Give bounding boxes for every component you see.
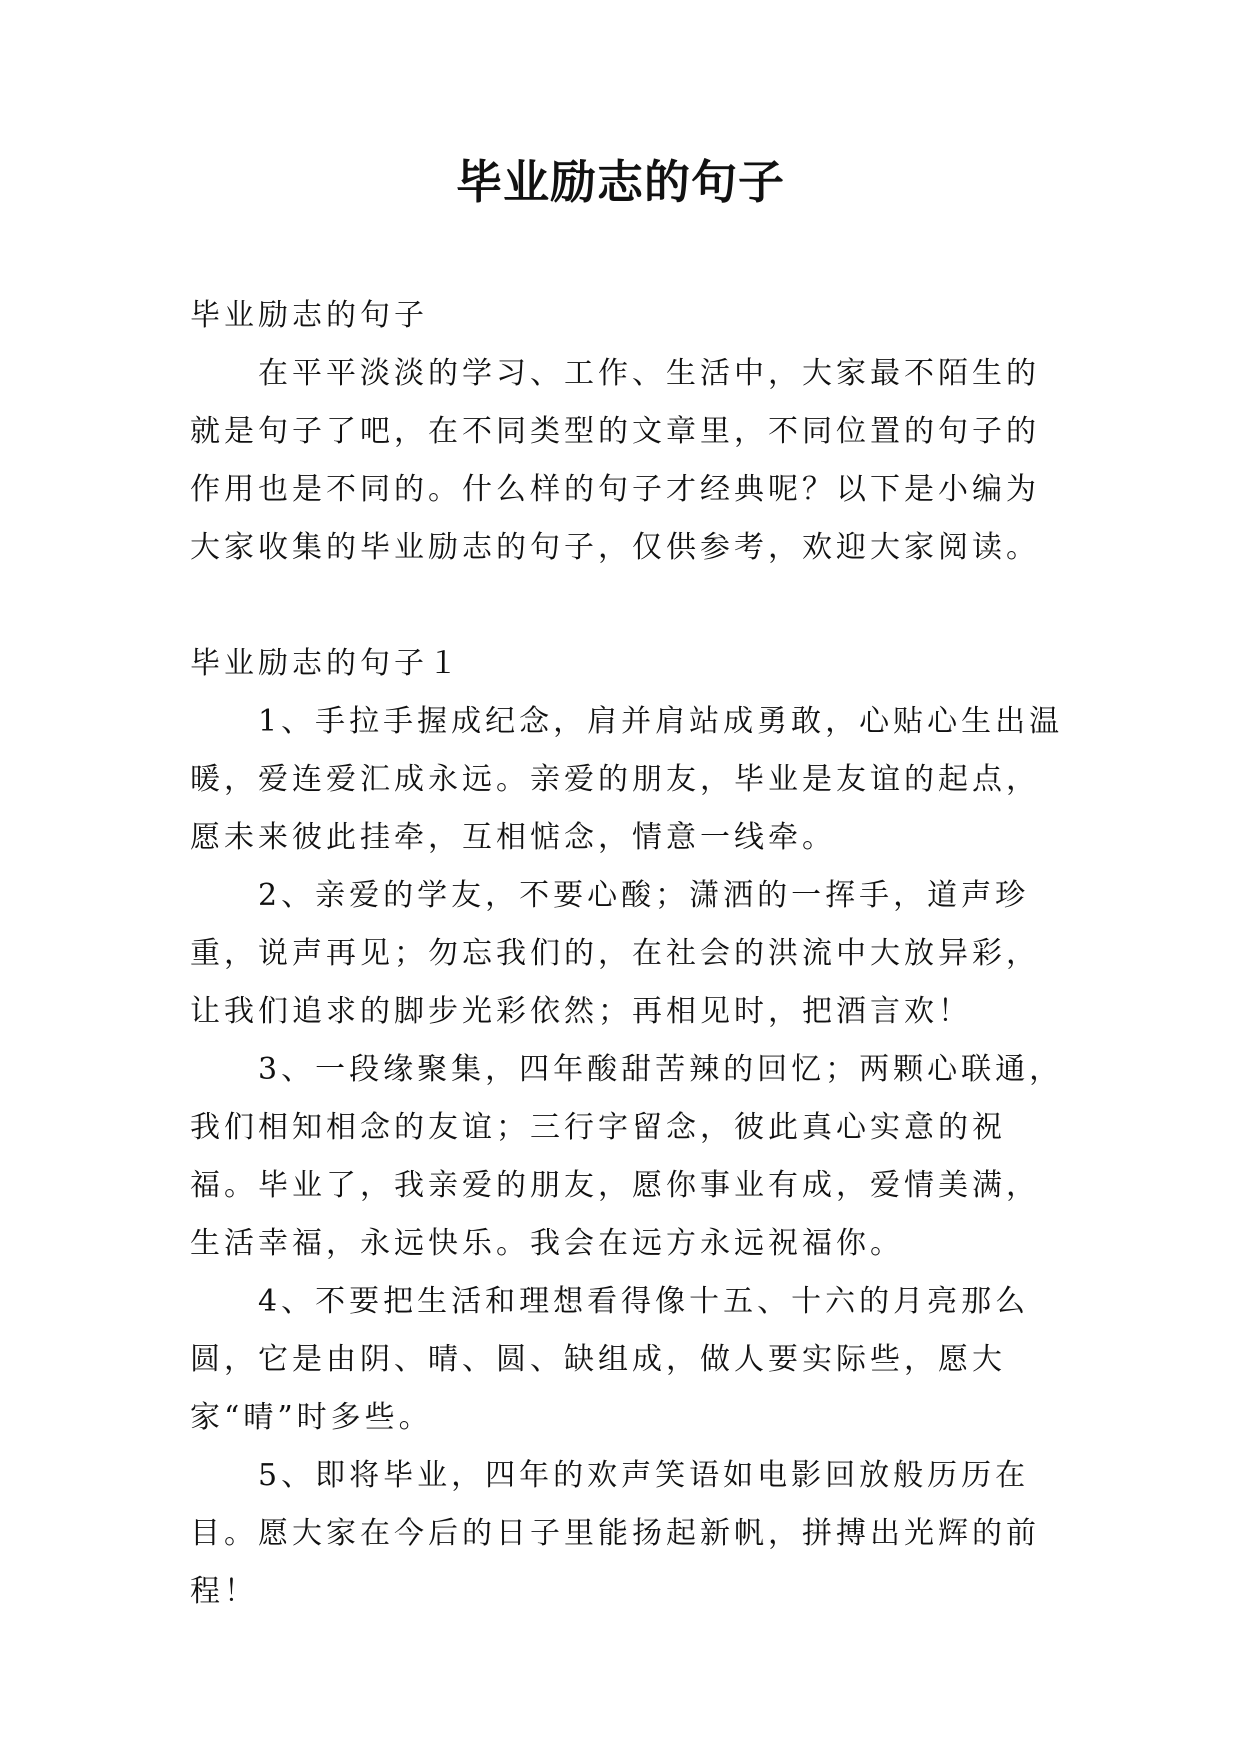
quote-item: 1、手拉手握成纪念，肩并肩站成勇敢，心贴心生出温暖，爱连爱汇成永远。亲爱的朋友，毕业是友谊的起点，愿未来彼此挂牵，互相惦念，情意一线牵。 (190, 704, 1064, 855)
intro-heading-text: 毕业励志的句子 (190, 298, 428, 333)
quote-item: 5、即将毕业，四年的欢声笑语如电影回放般历历在目。愿大家在今后的日子里能扬起新帆，拼搏出光辉的前程！ (190, 1458, 1040, 1609)
intro-paragraph-block (190, 345, 1070, 577)
document-title: 毕业励志的句子 (456, 155, 785, 209)
intro-paragraph: 在平平淡淡的学习、工作、生活中，大家最不陌生的就是句子了吧，在不同类型的文章里，不同位置的句子的作用也是不同的。什么样的句子才经典呢？以下是小编为大家收集的毕业励志的句子，仅供参考，欢迎大家阅读。 (190, 356, 1040, 565)
intro-heading (190, 287, 1070, 345)
quote-item: 3、一段缘聚集，四年酸甜苦辣的回忆；两颗心联通，我们相知相念的友谊；三行字留念，彼此真心实意的祝福。毕业了，我亲爱的朋友，愿你事业有成，爱情美满，生活幸福，永远快乐。我会在远方永远祝福你。 (190, 1052, 1064, 1261)
quote-item: 2、亲爱的学友，不要心酸；潇洒的一挥手，道声珍重，说声再见；勿忘我们的，在社会的洪流中大放异彩，让我们追求的脚步光彩依然；再相见时，把酒言欢！ (190, 878, 1040, 1029)
quote-list (190, 693, 1070, 1621)
quote-item: 4、不要把生活和理想看得像十五、十六的月亮那么圆，它是由阴、晴、圆、缺组成，做人要实际些，愿大家“晴”时多些。 (190, 1284, 1030, 1435)
section-heading-block (190, 635, 1070, 693)
section-heading: 毕业励志的句子１ (190, 646, 462, 681)
